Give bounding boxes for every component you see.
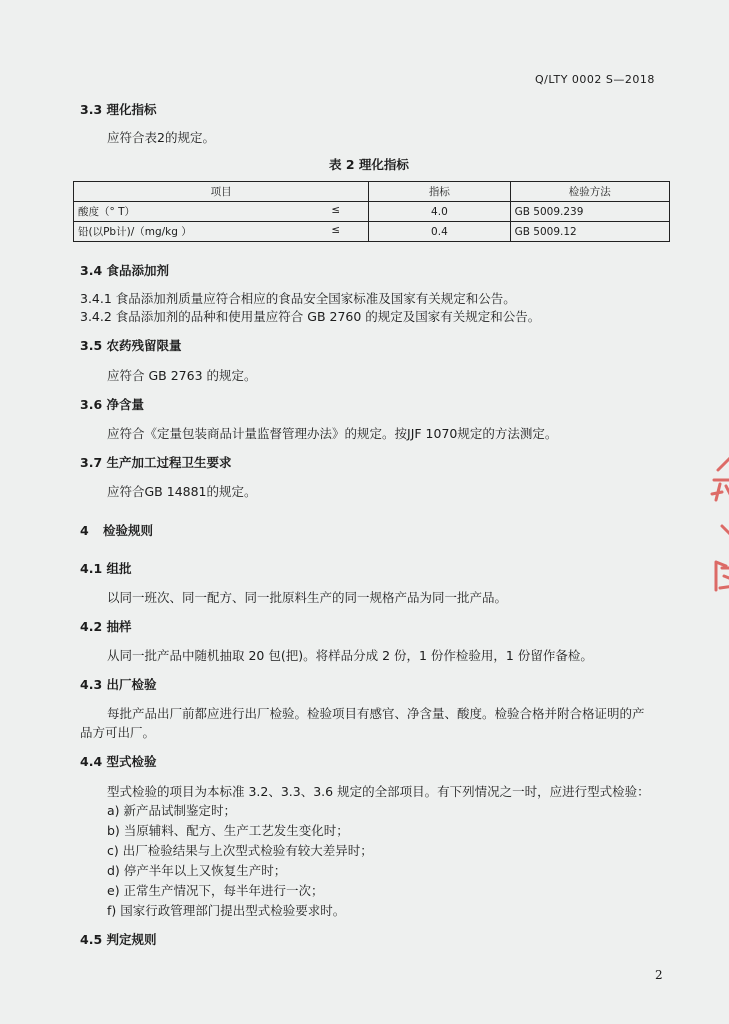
row-item: 铅(以Pb计)/（mg/kg ） [78, 226, 192, 238]
page-number: 2 [655, 968, 663, 982]
section-3-6-text: 应符合《定量包装商品计量监督管理办法》的规定。按JJF 1070规定的方法测定。 [107, 426, 558, 441]
table-2-caption: 表 2 理化指标 [329, 157, 409, 172]
section-4-1-title: 4.1 组批 [80, 561, 132, 576]
section-4-1-text: 以同一班次、同一配方、同一批原料生产的同一规格产品为同一批产品。 [107, 590, 508, 605]
section-4-3-line2: 品方可出厂。 [80, 725, 156, 740]
table-row [74, 222, 670, 242]
row-method: GB 5009.12 [510, 222, 669, 242]
header-item: 项目 [74, 182, 369, 202]
section-4-title: 4 检验规则 [80, 523, 154, 538]
table-header-row [74, 182, 670, 202]
section-4-2-title: 4.2 抽样 [80, 619, 132, 634]
section-4-4-title: 4.4 型式检验 [80, 754, 157, 769]
row-value: 4.0 [369, 202, 510, 222]
section-3-5-title: 3.5 农药残留限量 [80, 338, 182, 353]
list-item: b) 当原辅料、配方、生产工艺发生变化时； [107, 823, 349, 838]
section-3-3-title: 3.3 理化指标 [80, 102, 157, 117]
section-3-4-title: 3.4 食品添加剂 [80, 263, 169, 278]
list-item: f) 国家行政管理部门提出型式检验要求时。 [107, 903, 346, 918]
section-3-3-text: 应符合表2的规定。 [107, 130, 215, 145]
section-3-5-text: 应符合 GB 2763 的规定。 [107, 368, 257, 383]
row-operator: ≤ [331, 204, 341, 216]
section-3-6-title: 3.6 净含量 [80, 397, 144, 412]
row-method: GB 5009.239 [510, 202, 669, 222]
standard-number: Q/LTY 0002 S—2018 [535, 73, 655, 86]
section-3-4-1: 3.4.1 食品添加剂质量应符合相应的食品安全国家标准及国家有关规定和公告。 [80, 291, 516, 306]
row-value: 0.4 [369, 222, 510, 242]
section-3-7-title: 3.7 生产加工过程卫生要求 [80, 455, 232, 470]
section-4-3-line1: 每批产品出厂前都应进行出厂检验。检验项目有感官、净含量、酸度。检验合格并附合格证明的产 [107, 706, 645, 721]
row-item: 酸度（° T） [78, 206, 136, 218]
header-method: 检验方法 [510, 182, 669, 202]
list-item: a) 新产品试制鉴定时； [107, 803, 237, 818]
section-4-3-title: 4.3 出厂检验 [80, 677, 157, 692]
table-row [74, 202, 670, 222]
header-indicator: 指标 [369, 182, 510, 202]
physicochemical-table [73, 181, 670, 242]
section-4-4-intro: 型式检验的项目为本标准 3.2、3.3、3.6 规定的全部项目。有下列情况之一时，应进行型式检验： [107, 784, 650, 799]
section-3-4-2: 3.4.2 食品添加剂的品种和使用量应符合 GB 2760 的规定及国家有关规定和公告。 [80, 309, 541, 324]
list-item: e) 正常生产情况下，每半年进行一次； [107, 883, 324, 898]
list-item: c) 出厂检验结果与上次型式检验有较大差异时； [107, 843, 373, 858]
red-seal-stamp [700, 450, 729, 620]
section-3-7-text: 应符合GB 14881的规定。 [107, 484, 257, 499]
list-item: d) 停产半年以上又恢复生产时； [107, 863, 287, 878]
section-4-5-title: 4.5 判定规则 [80, 932, 157, 947]
section-4-2-text: 从同一批产品中随机抽取 20 包(把)。将样品分成 2 份，1 份作检验用，1 份留作备检。 [107, 648, 593, 663]
row-operator: ≤ [331, 224, 341, 236]
